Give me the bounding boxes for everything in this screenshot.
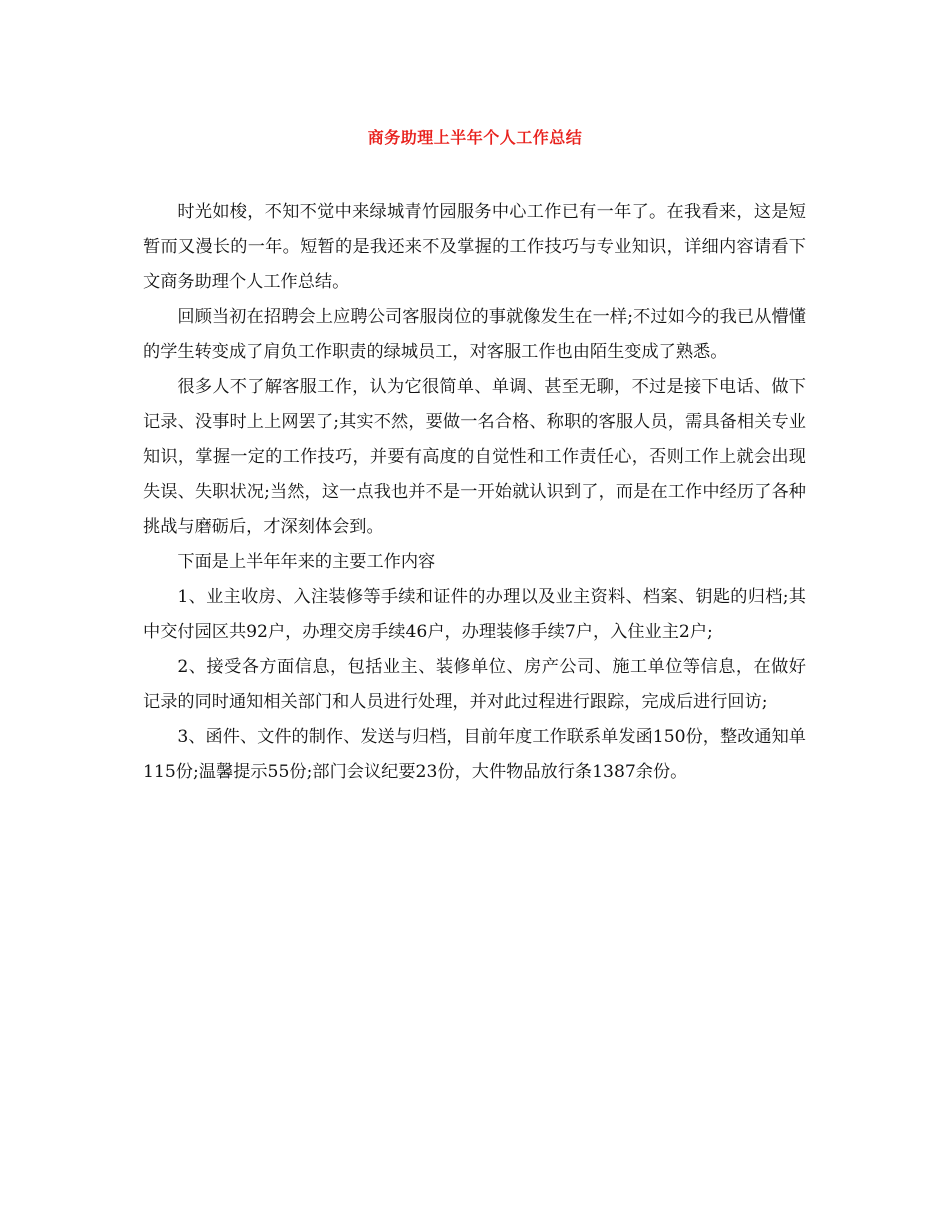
paragraph-work-heading: 下面是上半年年来的主要工作内容 — [177, 552, 436, 572]
document-body — [143, 195, 806, 790]
paragraph-customer-service: 很多人不了解客服工作，认为它很简单、单调、甚至无聊，不过是接下电话、做下记录、没事时上上网罢了;其实不然，要做一名合格、称职的客服人员，需具备相关专业知识，掌握一定的工作技巧，并要有高度的自觉性和工作责任心，否则工作上就会出现失误、失职状况;当然，这一点我也并不是一开始就认识到了，而是在工作中经历了各种挑战与磨砺后，才深刻体会到。 — [143, 377, 806, 537]
paragraph-item-3: 3、函件、文件的制作、发送与归档，目前年度工作联系单发函150份，整改通知单115份;温馨提示55份;部门会议纪要23份，大件物品放行条1387余份。 — [143, 727, 806, 782]
paragraph-recruitment: 回顾当初在招聘会上应聘公司客服岗位的事就像发生在一样;不过如今的我已从懵懂的学生转变成了肩负工作职责的绿城员工，对客服工作也由陌生变成了熟悉。 — [143, 307, 806, 362]
document-title: 商务助理上半年个人工作总结 — [367, 128, 583, 147]
paragraph-item-1: 1、业主收房、入注装修等手续和证件的办理以及业主资料、档案、钥匙的归档;其中交付园区共92户，办理交房手续46户，办理装修手续7户，入住业主2户; — [143, 587, 806, 642]
paragraph-intro: 时光如梭，不知不觉中来绿城青竹园服务中心工作已有一年了。在我看来，这是短暂而又漫长的一年。短暂的是我还来不及掌握的工作技巧与专业知识，详细内容请看下文商务助理个人工作总结。 — [143, 202, 806, 292]
paragraph-item-2: 2、接受各方面信息，包括业主、装修单位、房产公司、施工单位等信息，在做好记录的同时通知相关部门和人员进行处理，并对此过程进行跟踪，完成后进行回访; — [143, 657, 806, 712]
